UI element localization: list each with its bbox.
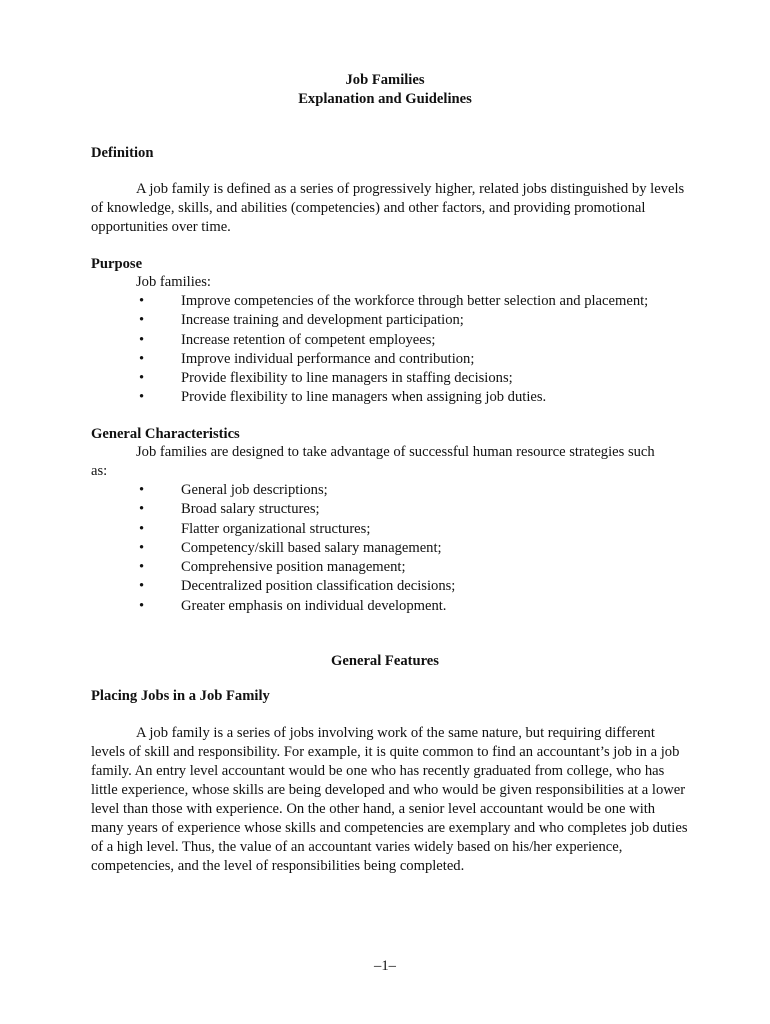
general-features-heading: General Features — [331, 653, 439, 669]
characteristics-item — [136, 558, 455, 577]
characteristics-item-text: Competency/skill based salary management; — [181, 539, 442, 556]
characteristics-item — [136, 539, 455, 558]
purpose-item-text: Increase retention of competent employees; — [181, 331, 436, 348]
characteristics-item — [136, 520, 455, 539]
characteristics-item-text: Comprehensive position management; — [181, 559, 406, 576]
characteristics-item-text: Flatter organizational structures; — [181, 520, 371, 537]
bullet-icon: • — [139, 370, 145, 387]
characteristics-item — [136, 481, 455, 500]
purpose-item — [136, 292, 648, 311]
title-line-1: Job Families — [345, 72, 425, 88]
bullet-icon: • — [139, 501, 145, 518]
characteristics-heading: General Characteristics — [91, 426, 240, 442]
characteristics-item-text: Decentralized position classification decisions; — [181, 578, 456, 595]
page-number: –1– — [374, 958, 396, 974]
bullet-icon: • — [139, 520, 145, 537]
bullet-icon: • — [139, 597, 145, 614]
definition-heading: Definition — [91, 145, 154, 161]
characteristics-item-text: Greater emphasis on individual development. — [181, 597, 447, 614]
purpose-item — [136, 369, 648, 388]
characteristics-item — [136, 500, 455, 519]
characteristics-item-text: General job descriptions; — [181, 482, 328, 498]
placing-jobs-text: A job family is a series of jobs involving work of the same nature, but requiring different levels of skill and responsibility. For example, it is quite common to find an accountant’s job in a job family. An entry level accountant would be one who has recently graduated from college, who has little experience, whose skills are being developed and who would be given responsibilities at a lower level than those with experience. On the other hand, a senior level accountant would be one with many years of experience whose skills and competencies are exemplary and who completes job duties of a high level. Thus, the value of an accountant varies widely based on his/her experience, competencies, and the level of responsibilities being completed. — [91, 725, 688, 874]
bullet-icon: • — [139, 350, 145, 367]
bullet-icon: • — [139, 293, 145, 309]
bullet-icon: • — [139, 539, 145, 556]
purpose-item-text: Improve individual performance and contribution; — [181, 350, 475, 367]
purpose-item — [136, 311, 648, 330]
title-line-2: Explanation and Guidelines — [298, 91, 472, 107]
purpose-item — [136, 350, 648, 369]
characteristics-item — [136, 577, 455, 596]
purpose-intro: Job families: — [136, 274, 211, 290]
characteristics-intro-continued: as: — [91, 463, 108, 479]
purpose-item — [136, 331, 648, 350]
bullet-icon: • — [139, 389, 145, 406]
characteristics-intro: Job families are designed to take advantage of successful human resource strategies such — [136, 444, 655, 460]
purpose-list — [136, 292, 648, 408]
purpose-item-text: Provide flexibility to line managers when assigning job duties. — [181, 389, 547, 406]
document-title — [0, 71, 770, 109]
placing-jobs-heading: Placing Jobs in a Job Family — [91, 688, 270, 704]
bullet-icon: • — [139, 559, 145, 576]
purpose-item-text: Increase training and development participation; — [181, 312, 464, 329]
characteristics-list — [136, 481, 455, 616]
bullet-icon: • — [139, 312, 145, 329]
characteristics-item — [136, 597, 455, 616]
bullet-icon: • — [139, 578, 145, 595]
bullet-icon: • — [139, 331, 145, 348]
definition-text: A job family is defined as a series of progressively higher, related jobs distinguished by levels of knowledge, skills, and abilities (competencies) and other factors, and providing promotional opportunities over time. — [91, 181, 685, 235]
purpose-heading: Purpose — [91, 256, 143, 272]
bullet-icon: • — [139, 482, 145, 498]
purpose-item-text: Improve competencies of the workforce through better selection and placement; — [181, 293, 649, 309]
characteristics-item-text: Broad salary structures; — [181, 501, 320, 518]
purpose-item-text: Provide flexibility to line managers in staffing decisions; — [181, 370, 513, 387]
purpose-item — [136, 388, 648, 407]
